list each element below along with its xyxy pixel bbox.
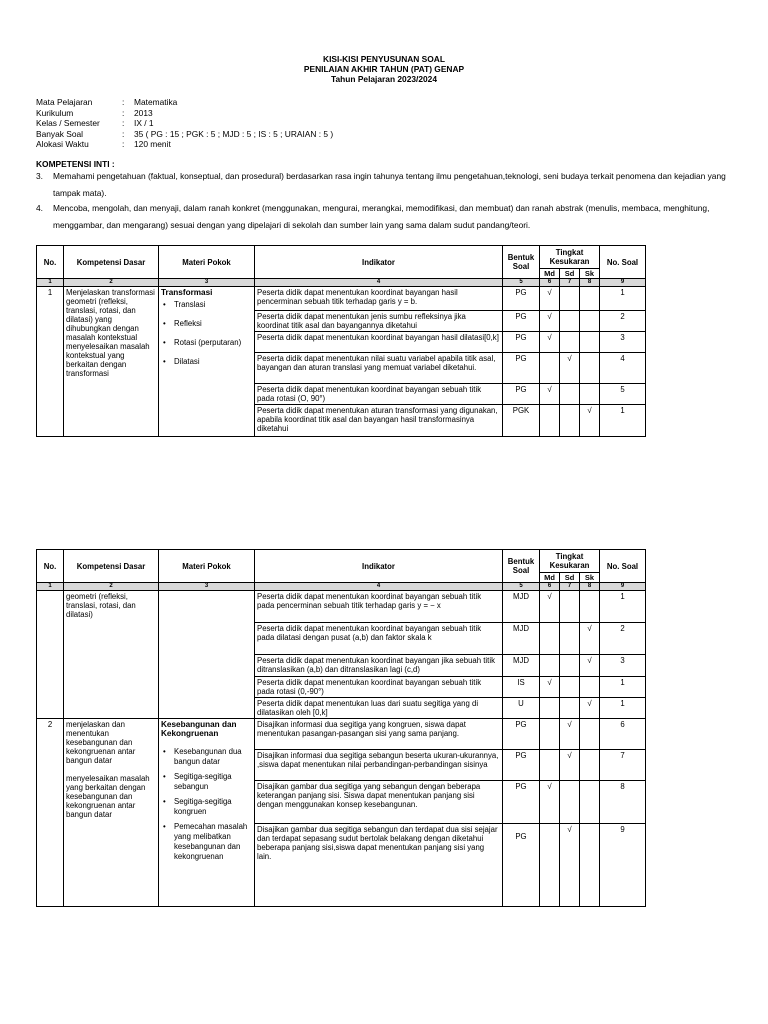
no-soal-cell: 9 [600, 824, 646, 907]
no-soal-cell: 1 [600, 698, 646, 719]
sd-check [560, 591, 580, 623]
header-sk: Sk [580, 269, 600, 279]
row-number: 2 [37, 719, 64, 907]
info-value: IX / 1 [134, 118, 154, 128]
materi-pokok-cell [159, 591, 255, 719]
row-number: 1 [37, 287, 64, 437]
no-soal-cell: 3 [600, 655, 646, 677]
kompetensi-dasar-cell [64, 719, 159, 907]
column-number: 8 [580, 583, 600, 591]
indikator-cell: Disajikan gambar dua segitiga sebangun dan terdapat dua sisi sejajar dan terdapat sepasang sudut bertolak belakang dengan diketahui beberapa panjang sisi,siswa dapat menentukan panjang sisi yang lain. [255, 824, 503, 907]
materi-pokok-title: Kesebangunan dan Kekongruenan [161, 720, 237, 738]
indikator-cell: Peserta didik dapat menentukan koordinat bayangan sebuah titik pada rotasi (0,-90°) [255, 677, 503, 698]
sd-check [560, 332, 580, 353]
sd-check: √ [560, 719, 580, 750]
table-row [37, 719, 646, 750]
md-check: √ [540, 384, 560, 405]
ki-item-number: 4. [36, 203, 43, 213]
bentuk-soal-cell: PG [503, 781, 540, 824]
indikator-cell: Peserta didik dapat menentukan koordinat bayangan hasil pencerminan sebuah titik terhadap garis y = b. [255, 287, 503, 311]
md-check: √ [540, 677, 560, 698]
header-indikator: Indikator [255, 246, 503, 279]
no-soal-cell: 8 [600, 781, 646, 824]
header-no-soal: No. Soal [600, 246, 646, 279]
sk-check: √ [580, 405, 600, 437]
bentuk-soal-cell: PG [503, 311, 540, 332]
header-tingkat-kesukaran: Tingkat Kesukaran [540, 246, 600, 269]
bentuk-soal-cell: IS [503, 677, 540, 698]
column-number: 5 [503, 279, 540, 287]
header-indikator: Indikator [255, 550, 503, 583]
indikator-cell: Peserta didik dapat menentukan koordinat bayangan jika sebuah titik ditranslasikan (a,b) dan ditranslasikan lagi (c,d) [255, 655, 503, 677]
header-md: Md [540, 573, 560, 583]
header-no-soal: No. Soal [600, 550, 646, 583]
column-number: 7 [560, 279, 580, 287]
indikator-cell: Peserta didik dapat menentukan jenis sumbu refleksinya jika koordinat titik asal dan bayangannya diketahui [255, 311, 503, 332]
bentuk-soal-cell: PGK [503, 405, 540, 437]
sk-check [580, 591, 600, 623]
bentuk-soal-cell: PG [503, 353, 540, 384]
info-row [36, 108, 333, 119]
sk-check [580, 677, 600, 698]
md-check [540, 405, 560, 437]
header-md: Md [540, 269, 560, 279]
column-number: 6 [540, 279, 560, 287]
sd-check [560, 405, 580, 437]
no-soal-cell: 5 [600, 384, 646, 405]
md-check [540, 719, 560, 750]
academic-year: Tahun Pelajaran 2023/2024 [331, 74, 437, 84]
column-number: 5 [503, 583, 540, 591]
bentuk-soal-cell: PG [503, 719, 540, 750]
column-number: 3 [159, 279, 255, 287]
md-check [540, 353, 560, 384]
sd-check [560, 677, 580, 698]
header-bentuk-soal: Bentuk Soal [503, 246, 540, 279]
ki-item [36, 200, 736, 234]
column-number: 2 [64, 279, 159, 287]
bentuk-soal-cell: U [503, 698, 540, 719]
no-soal-cell: 1 [600, 405, 646, 437]
bentuk-soal-cell: PG [503, 287, 540, 311]
materi-pokok-item: • Rotasi (perputaran) [174, 338, 252, 348]
info-key: Banyak Soal [36, 128, 84, 139]
md-check: √ [540, 332, 560, 353]
info-value: Matematika [134, 97, 178, 107]
sk-check [580, 750, 600, 781]
header-sd: Sd [560, 573, 580, 583]
sk-check [580, 353, 600, 384]
kisi-table-2 [36, 549, 646, 907]
info-sep: : [122, 128, 125, 139]
info-row [36, 129, 333, 140]
md-check: √ [540, 591, 560, 623]
materi-pokok-title: Transformasi [161, 288, 213, 297]
info-key: Mata Pelajaran [36, 97, 93, 107]
no-soal-cell: 1 [600, 591, 646, 623]
md-check [540, 655, 560, 677]
header-tingkat-kesukaran: Tingkat Kesukaran [540, 550, 600, 573]
header-no: No. [37, 550, 64, 583]
indikator-cell: Disajikan gambar dua segitiga yang sebangun dengan beberapa keterangan panjang sisi. Siswa dapat menentukan panjang sisi dengan menggunakan konsep kesebangunan. [255, 781, 503, 824]
table-row [37, 287, 646, 311]
header-kompetensi-dasar: Kompetensi Dasar [64, 246, 159, 279]
ki-item [36, 168, 736, 202]
info-sep: : [122, 97, 125, 107]
column-number: 4 [255, 583, 503, 591]
ki-item-number: 3. [36, 171, 43, 181]
bentuk-soal-cell: PG [503, 332, 540, 353]
md-check [540, 750, 560, 781]
column-number: 6 [540, 583, 560, 591]
header-sk: Sk [580, 573, 600, 583]
indikator-cell: Peserta didik dapat menentukan nilai suatu variabel apabila titik asal, bayangan dan aturan translasi yang memuat variabel diketahui. [255, 353, 503, 384]
column-number: 1 [37, 583, 64, 591]
info-row [36, 118, 333, 129]
ki-item-text: Memahami pengetahuan (faktual, konseptual, dan prosedural) berdasarkan rasa ingin tahunya tentang ilmu pengetahuan,teknologi, seni budaya terkait penomena dan kejadian yang tampak mata). [53, 171, 726, 198]
sd-check: √ [560, 750, 580, 781]
bentuk-soal-cell: MJD [503, 623, 540, 655]
sd-check: √ [560, 353, 580, 384]
md-check [540, 824, 560, 907]
header-no: No. [37, 246, 64, 279]
materi-pokok-item: • Refleksi [174, 319, 252, 329]
md-check [540, 698, 560, 719]
document-subtitle: PENILAIAN AKHIR TAHUN (PAT) GENAP [303, 64, 465, 74]
column-number: 9 [600, 279, 646, 287]
column-number: 4 [255, 279, 503, 287]
indikator-cell: Peserta didik dapat menentukan aturan transformasi yang digunakan, apabila koordinat titik asal dan bayangan hasil transformasinya diketahui [255, 405, 503, 437]
sk-check: √ [580, 698, 600, 719]
kompetensi-dasar-text: menjelaskan dan menentukan kesebangunan dan kekongruenan antar bangun datar [66, 720, 136, 765]
column-number: 7 [560, 583, 580, 591]
header-materi-pokok: Materi Pokok [159, 246, 255, 279]
info-row [36, 139, 333, 150]
materi-pokok-item: • Kesebangunan dua bangun datar [174, 747, 252, 767]
sk-check: √ [580, 623, 600, 655]
ki-item-text: Mencoba, mengolah, dan menyaji, dalam ranah konkret (menggunakan, mengurai, merangkai, memodifikasi, dan membuat) dan ranah abstrak (menulis, membaca, menghitung, menggambar, dan mengarang) sesuai dengan yang dipelajari di sekolah dan sumber lain yang sama dalam sudut pandang/teori. [53, 203, 710, 230]
bentuk-soal-cell: PG [503, 824, 540, 907]
bentuk-soal-cell: PG [503, 384, 540, 405]
md-check: √ [540, 311, 560, 332]
info-key: Kelas / Semester [36, 118, 100, 128]
sd-check [560, 781, 580, 824]
info-value: 120 menit [134, 139, 171, 149]
no-soal-cell: 6 [600, 719, 646, 750]
sd-check [560, 384, 580, 405]
table-header-row [37, 246, 646, 269]
header-materi-pokok: Materi Pokok [159, 550, 255, 583]
sd-check [560, 623, 580, 655]
info-key: Kurikulum [36, 107, 74, 118]
column-number-row [37, 583, 646, 591]
column-number: 8 [580, 279, 600, 287]
sd-check: √ [560, 824, 580, 907]
kompetensi-dasar-cell: Menjelaskan transformasi geometri (refleksi, translasi, rotasi, dan dilatasi) yang dihubungkan dengan masalah kontekstual menyelesaikan masalah kontekstual yang berkaitan dengan transformasi [64, 287, 159, 437]
info-sep: : [122, 118, 125, 128]
indikator-cell: Disajikan informasi dua segitiga sebangun beserta ukuran-ukurannya, ,siswa dapat menentukan nilai perbandingan-perbandingan sisinya [255, 750, 503, 781]
sk-check: √ [580, 655, 600, 677]
header-sd: Sd [560, 269, 580, 279]
indikator-cell: Disajikan informasi dua segitiga yang kongruen, siswa dapat menentukan pasangan-pasangan sisi yang sama panjang. [255, 719, 503, 750]
table-header-row [37, 550, 646, 573]
no-soal-cell: 4 [600, 353, 646, 384]
header-bentuk-soal: Bentuk Soal [503, 550, 540, 583]
no-soal-cell: 2 [600, 623, 646, 655]
table-row [37, 591, 646, 623]
indikator-cell: Peserta didik dapat menentukan koordinat bayangan sebuah titik pada rotasi (O, 90°) [255, 384, 503, 405]
bentuk-soal-cell: MJD [503, 655, 540, 677]
sd-check [560, 698, 580, 719]
materi-pokok-cell [159, 719, 255, 907]
bentuk-soal-cell: PG [503, 750, 540, 781]
materi-pokok-item: • Pemecahan masalah yang melibatkan kesebangunan dan kekongruenan [174, 822, 252, 862]
bentuk-soal-cell: MJD [503, 591, 540, 623]
md-check: √ [540, 781, 560, 824]
materi-pokok-item: • Segitiga-segitiga kongruen [174, 797, 252, 817]
header-kompetensi-dasar: Kompetensi Dasar [64, 550, 159, 583]
column-number: 1 [37, 279, 64, 287]
indikator-cell: Peserta didik dapat menentukan luas dari suatu segitiga yang di dilatasikan oleh [0,k] [255, 698, 503, 719]
sd-check [560, 655, 580, 677]
materi-pokok-item: • Dilatasi [174, 357, 252, 367]
no-soal-cell: 2 [600, 311, 646, 332]
info-sep: : [122, 139, 125, 149]
no-soal-cell: 1 [600, 677, 646, 698]
md-check [540, 623, 560, 655]
indikator-cell: Peserta didik dapat menentukan koordinat bayangan sebuah titik pada dilatasi dengan pusat (a,b) dan faktor skala k [255, 623, 503, 655]
materi-pokok-list [161, 747, 252, 862]
column-number-row [37, 279, 646, 287]
indikator-cell: Peserta didik dapat menentukan koordinat bayangan hasil dilatasi[0,k] [255, 332, 503, 353]
kompetensi-dasar-cell: geometri (refleksi, translasi, rotasi, dan dilatasi) [64, 591, 159, 719]
md-check: √ [540, 287, 560, 311]
indikator-cell: Peserta didik dapat menentukan koordinat bayangan sebuah titik pada pencerminan sebuah titik terhadap garis y = − x [255, 591, 503, 623]
info-sep: : [122, 107, 125, 118]
sk-check [580, 287, 600, 311]
materi-pokok-item: • Segitiga-segitiga sebangun [174, 772, 252, 792]
sk-check [580, 384, 600, 405]
materi-pokok-list [161, 300, 252, 367]
kompetensi-dasar-text: menyelesaikan masalah yang berkaitan dengan kesebangunan dan kekongruenan antar bangun datar [66, 774, 150, 819]
sk-check [580, 332, 600, 353]
sd-check [560, 287, 580, 311]
info-row [36, 97, 333, 108]
info-value: 35 ( PG : 15 ; PGK : 5 ; MJD : 5 ; IS : 5 ; URAIAN : 5 ) [134, 128, 334, 139]
info-value: 2013 [134, 107, 153, 118]
sk-check [580, 719, 600, 750]
sd-check [560, 311, 580, 332]
no-soal-cell: 7 [600, 750, 646, 781]
column-number: 2 [64, 583, 159, 591]
kisi-table-1 [36, 245, 646, 437]
sk-check [580, 824, 600, 907]
row-number [37, 591, 64, 719]
materi-pokok-cell [159, 287, 255, 437]
no-soal-cell: 1 [600, 287, 646, 311]
document-title: KISI-KISI PENYUSUNAN SOAL [323, 54, 445, 64]
ki-title: KOMPETENSI INTI : [36, 159, 115, 169]
no-soal-cell: 3 [600, 332, 646, 353]
info-key: Alokasi Waktu [36, 139, 89, 149]
sk-check [580, 311, 600, 332]
materi-pokok-item: • Translasi [174, 300, 252, 310]
column-number: 9 [600, 583, 646, 591]
column-number: 3 [159, 583, 255, 591]
sk-check [580, 781, 600, 824]
info-block [36, 97, 333, 150]
